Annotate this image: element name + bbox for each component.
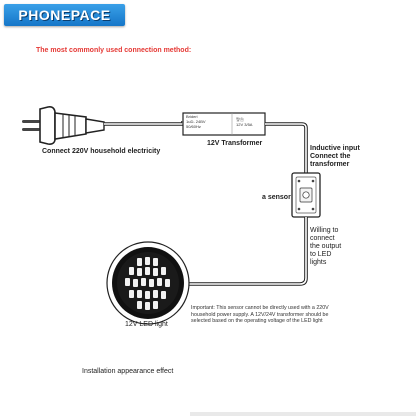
page-heading: The most commonly used connection method: <box>36 47 192 54</box>
sensor-label: a sensor <box>262 194 291 201</box>
cable-transformer-to-sensor <box>265 124 306 173</box>
sensor-switch-icon <box>292 173 320 217</box>
note-line: Important: This sensor cannot be directly used with a 220V <box>191 305 329 311</box>
label-line: lights <box>310 259 327 266</box>
note-line: household power supply. A 12V/24V transformer should be <box>191 311 329 318</box>
label-line: connect <box>310 235 335 242</box>
transformer-label: 12V Transformer <box>207 140 263 147</box>
transformer-print-line: 50/60Hz <box>186 124 201 129</box>
led-light-icon <box>107 242 189 324</box>
plug-icon <box>22 107 104 144</box>
important-note <box>191 305 329 325</box>
inductive-input-label <box>310 145 360 169</box>
transformer-print-line: 警告 <box>236 117 244 122</box>
label-line: Willing to <box>310 227 339 234</box>
transformer-print-line: 1uD- 24BV <box>186 119 206 124</box>
label-line: to LED <box>310 251 332 258</box>
output-label <box>310 227 341 267</box>
note-line: selected based on the operating voltage of the LED light <box>191 318 323 324</box>
led-label: 12V LED light <box>125 321 168 328</box>
cable-sensor-to-led <box>188 217 306 284</box>
installation-label: Installation appearance effect <box>82 368 174 375</box>
label-line: the output <box>310 243 342 250</box>
transformer-print-line: Brideri <box>186 114 198 119</box>
label-line: Inductive input <box>310 145 360 152</box>
transformer-print-line: 12V 3/5A <box>236 122 253 127</box>
transformer-print-left <box>186 114 206 129</box>
label-line: transformer <box>310 161 350 168</box>
label-line: Connect the <box>310 153 351 160</box>
plug-label: Connect 220V household electricity <box>42 148 161 155</box>
brand-logo-text: PHONEPACE <box>18 7 111 23</box>
transformer-print-right <box>236 117 252 127</box>
